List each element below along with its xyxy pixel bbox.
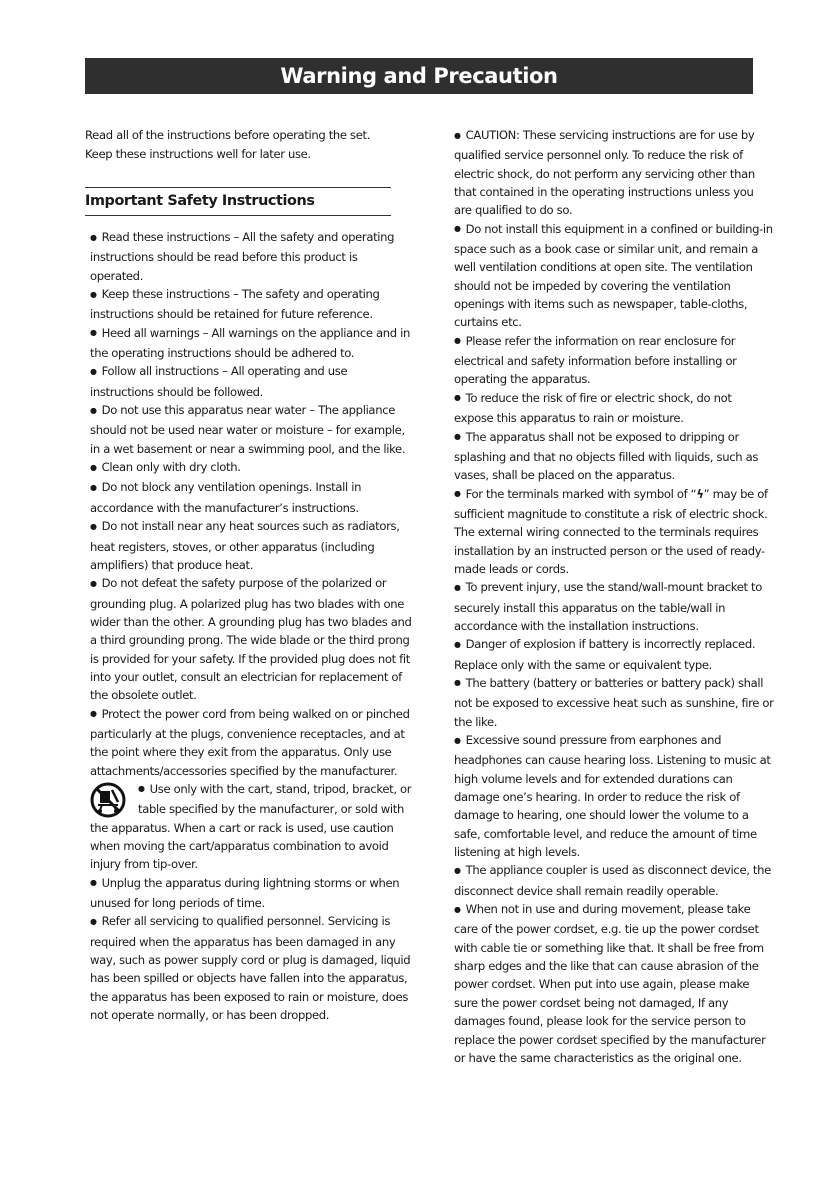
list-item: ● Do not install this equipment in a confined or building-in space such as a book case or similar unit, and remain a well ventilation conditions at open site. The ventilation should not be impeded by covering the ventilation openings with items such as newspaper, table-cloths, curtains etc. — [454, 220, 774, 332]
list-item: ● To reduce the risk of fire or electric shock, do not expose this apparatus to rain or moisture. — [454, 389, 774, 428]
lightning-symbol-icon: ϟ — [696, 486, 704, 501]
list-item: ● Read these instructions – All the safety and operating instructions should be read before this product is operated. — [90, 228, 412, 285]
list-item: ● Heed all warnings – All warnings on the appliance and in the operating instructions should be adhered to. — [90, 324, 412, 363]
intro-line: Read all of the instructions before operating the set. — [85, 128, 371, 142]
list-item: ● Refer all servicing to qualified personnel. Servicing is required when the apparatus has been damaged in any way, such as power supply cord or plug is damaged, liquid has been spilled or objects have fallen into the apparatus, the apparatus has been exposed to rain or moisture, does not operate normally, or has been dropped. — [90, 912, 412, 1024]
list-item: ● Do not install near any heat sources such as radiators, heat registers, stoves, or other apparatus (including amplifiers) that produce heat. — [90, 517, 412, 574]
page-title: Warning and Precaution — [85, 58, 753, 94]
list-item: ● Keep these instructions – The safety and operating instructions should be retained for future reference. — [90, 285, 412, 324]
list-item: ● Clean only with dry cloth. — [90, 458, 412, 478]
terminal-warning — [454, 485, 774, 579]
list-item: ● CAUTION: These servicing instructions are for use by qualified service personnel only. To reduce the risk of electric shock, do not perform any servicing other than that contained in the operating instructions unless you are qualified to do so. — [454, 126, 774, 220]
list-item: ● Use only with the cart, stand, tripod, bracket, or table specified by the manufacturer, or sold with the apparatus. When a cart or rack is used, use caution when moving the cart/apparatus combination to avoid injury from tip-over. — [90, 780, 412, 874]
list-item: ● When not in use and during movement, please take care of the power cordset, e.g. tie up the power cordset with cable tie or something like that. It shall be free from sharp edges and the like that can cause abrasion of the power cordset. When put into use again, please make sure the power cordset being not damaged, If any damages found, please look for the service person to replace the power cordset specified by the manufacturer or have the same characteristics as the original one. — [454, 900, 774, 1067]
list-item: ● Do not block any ventilation openings. Install in accordance with the manufacturer’s instructions. — [90, 478, 412, 517]
list-item: ● The apparatus shall not be exposed to dripping or splashing and that no objects filled with liquids, such as vases, shall be placed on the apparatus. — [454, 428, 774, 485]
terminal-text-before: For the terminals marked with symbol of “ — [465, 486, 697, 501]
list-item: ● Unplug the apparatus during lightning storms or when unused for long periods of time. — [90, 874, 412, 913]
list-item: ● Follow all instructions – All operating and use instructions should be followed. — [90, 362, 412, 401]
list-item: ● The battery (battery or batteries or battery pack) shall not be exposed to excessive heat such as sunshine, fire or the like. — [454, 674, 774, 731]
list-item: ● Please refer the information on rear enclosure for electrical and safety information before installing or operating the apparatus. — [454, 332, 774, 389]
list-item: ● The appliance coupler is used as disconnect device, the disconnect device shall remain readily operable. — [454, 861, 774, 900]
list-item: ● Do not use this apparatus near water – The appliance should not be used near water or moisture – for example, in a wet basement or near a swimming pool, and the like. — [90, 401, 412, 458]
terminal-text-after: ” may be of sufficient magnitude to constitute a risk of electric shock. The external wiring connected to the terminals requires installation by an instructed person or the used of ready-made leads or cords. — [454, 486, 768, 576]
list-item: ● To prevent injury, use the stand/wall-mount bracket to securely install this apparatus on the table/wall in accordance with the installation instructions. — [454, 578, 774, 635]
cart-warning — [90, 780, 412, 874]
list-item: ● Excessive sound pressure from earphones and headphones can cause hearing loss. Listening to music at high volume levels and for extended durations can damage one’s hearing. In order to reduce the risk of damage to hearing, one should lower the volume to a safe, comfortable level, and reduce the amount of time listening at high levels. — [454, 731, 774, 861]
list-item: ● Protect the power cord from being walked on or pinched particularly at the plugs, convenience receptacles, and at the point where they exit from the apparatus. Only use attachments/accessories specified by the manufacturer. — [90, 705, 412, 780]
list-item: ● Danger of explosion if battery is incorrectly replaced. Replace only with the same or equivalent type. — [454, 635, 774, 674]
section-heading: Important Safety Instructions — [85, 187, 391, 216]
intro-line: Keep these instructions well for later use. — [85, 146, 311, 161]
left-column — [90, 228, 412, 1024]
right-column — [454, 126, 774, 1067]
list-item: ● Do not defeat the safety purpose of the polarized or grounding plug. A polarized plug has two blades with one wider than the other. A grounding plug has two blades and a third grounding prong. The wide blade or the third prong is provided for your safety. If the provided plug does not fit into your outlet, consult an electrician for replacement of the obsolete outlet. — [90, 574, 412, 704]
cart-tip-over-icon — [90, 782, 130, 818]
intro — [85, 126, 405, 163]
